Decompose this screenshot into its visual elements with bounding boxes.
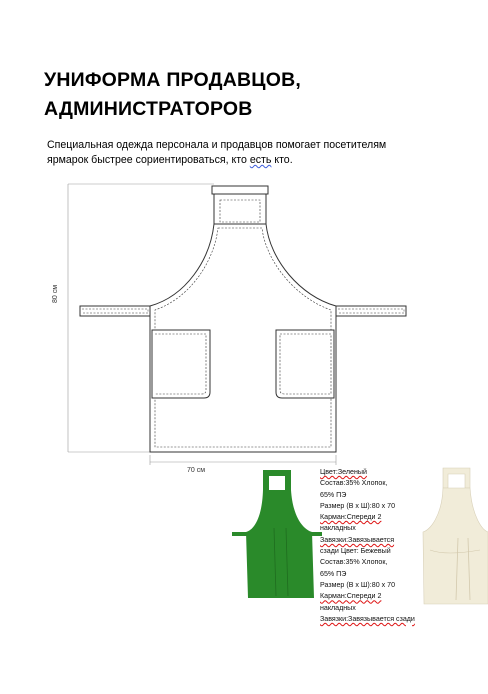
right-pocket [276,330,334,398]
title-line-2: АДМИНИСТРАТОРОВ [44,98,253,120]
title-line-1: УНИФОРМА ПРОДАВЦОВ, [44,69,301,91]
green-apron-image [232,470,322,598]
spec-line: Завязки:Завязывается сзади [320,614,415,623]
spec-line: Состав:35% Хлопок, [320,479,388,488]
intro-line-2-end: кто. [271,154,293,166]
spec-line: Размер (В х Ш):80 х 70 [320,501,396,510]
intro-spellcheck-word: есть [249,154,272,166]
apron-outline [80,186,406,452]
height-label: 80 см [52,284,59,303]
intro-line-1: Специальная одежда персонала и продавцов помогает посетителям [47,139,387,151]
spec-line: Карман:Спереди 2 [320,592,382,601]
left-pocket [152,330,210,398]
spec-line: 65% ПЭ [320,569,347,578]
width-label: 70 см [187,467,206,474]
spec-line: сзади Цвет: Бежевый [320,547,391,556]
product-specs [320,467,445,625]
spec-line: Размер (В х Ш):80 х 70 [320,580,396,589]
right-tie [336,306,406,316]
spec-line: накладных [320,524,356,533]
spec-line: 65% ПЭ [320,490,347,499]
neck-strap [212,186,268,194]
spec-line: накладных [320,603,356,612]
left-tie [80,306,150,316]
spec-line: Завязки:Завязывается [320,535,395,544]
spec-line: Цвет:Зеленый [320,468,367,476]
intro-line-2-start: ярмарок быстрее сориентироваться, кто [47,154,250,166]
spec-line: Карман:Спереди 2 [320,513,382,522]
spec-line: Состав:35% Хлопок, [320,558,388,567]
